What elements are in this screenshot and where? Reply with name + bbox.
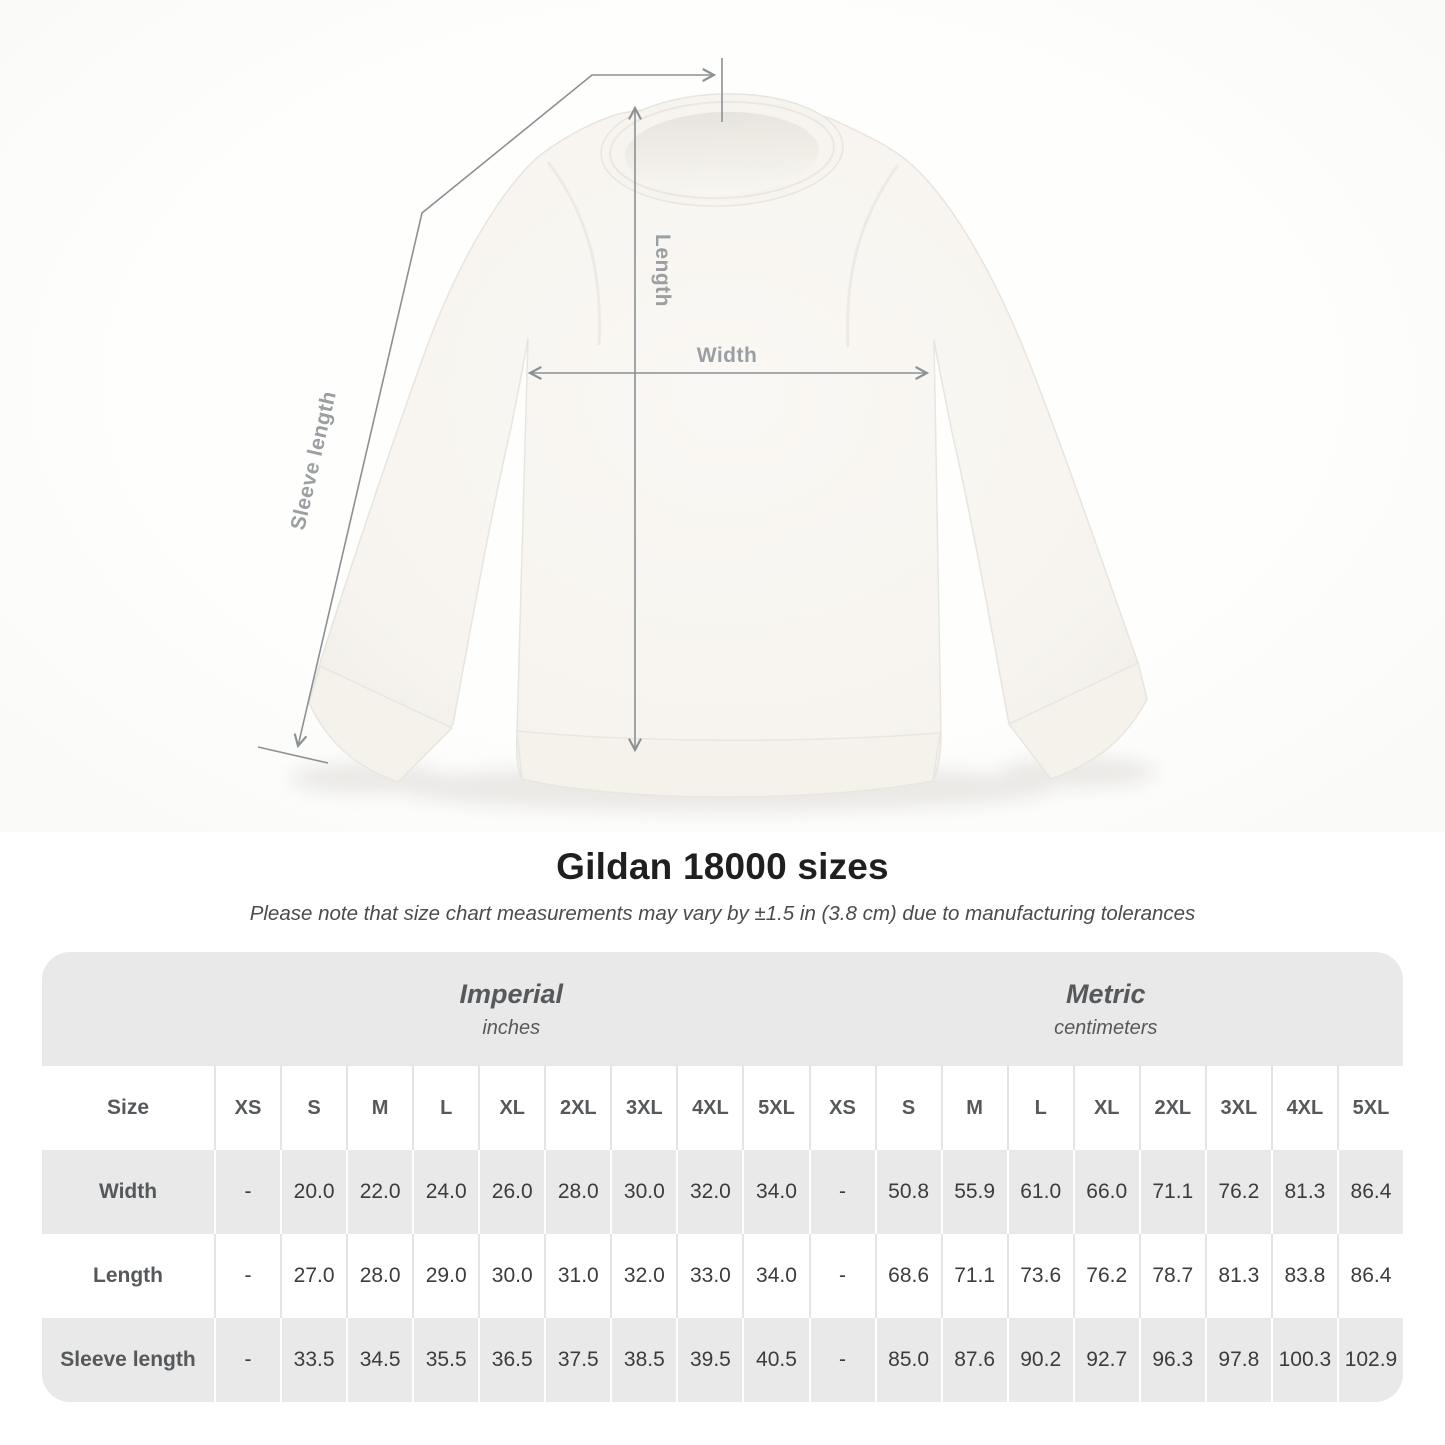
value-cell: 100.3 [1271,1318,1337,1402]
value-cell: - [809,1318,875,1402]
row-label: Width [98,1180,158,1203]
page-title: Gildan 18000 sizes [556,846,889,887]
size-column-header: 3XL [1205,1066,1271,1150]
value-cell: 102.9 [1337,1318,1403,1402]
value-cell: 26.0 [478,1150,544,1234]
value-cell: 33.0 [676,1234,742,1318]
metric-section-header [809,979,1404,1040]
value-cell: 28.0 [544,1150,610,1234]
size-table-body [42,1066,1403,1402]
value-cell: 97.8 [1205,1318,1271,1402]
imperial-title: Imperial [459,978,564,1009]
value-cell: 86.4 [1337,1150,1403,1234]
value-cell: 35.5 [412,1318,478,1402]
value-cell: 32.0 [676,1150,742,1234]
metric-title: Metric [1065,978,1146,1009]
value-cell: 32.0 [610,1234,676,1318]
size-column-header: 2XL [544,1066,610,1150]
value-cell: 20.0 [280,1150,346,1234]
title-block [0,846,1445,926]
size-column-header: M [941,1066,1007,1150]
value-cell: 34.5 [346,1318,412,1402]
hem-band [517,731,940,797]
value-cell: - [214,1234,280,1318]
size-column-header: L [1007,1066,1073,1150]
width-label: Width [696,344,758,367]
value-cell: 81.3 [1271,1150,1337,1234]
tolerance-note: Please note that size chart measurements may vary by ±1.5 in (3.8 cm) due to manufacturing tolerances [249,902,1196,925]
row-label: Sleeve length [60,1348,196,1371]
size-column-header: M [346,1066,412,1150]
cuff-reference-tick [258,747,328,763]
value-cell: 30.0 [478,1234,544,1318]
value-cell: - [809,1234,875,1318]
value-cell: 55.9 [941,1150,1007,1234]
imperial-section-header [214,979,809,1040]
size-column-header: S [875,1066,941,1150]
value-cell: 71.1 [1139,1150,1205,1234]
value-cell: 38.5 [610,1318,676,1402]
size-corner-label: Size [106,1096,150,1119]
size-column-header: 5XL [742,1066,808,1150]
value-cell: 92.7 [1073,1318,1139,1402]
row-label: Length [93,1264,163,1287]
value-cell: - [214,1318,280,1402]
value-cell: 33.5 [280,1318,346,1402]
value-cell: 30.0 [610,1150,676,1234]
size-column-header: 5XL [1337,1066,1403,1150]
value-cell: 29.0 [412,1234,478,1318]
size-column-header: S [280,1066,346,1150]
imperial-unit: inches [482,1016,541,1039]
value-cell: 39.5 [676,1318,742,1402]
size-column-header: XL [1073,1066,1139,1150]
length-label: Length [651,234,674,307]
value-cell: 90.2 [1007,1318,1073,1402]
value-cell: 73.6 [1007,1234,1073,1318]
value-cell: 68.6 [875,1234,941,1318]
value-cell: 31.0 [544,1234,610,1318]
value-cell: 36.5 [478,1318,544,1402]
value-cell: 85.0 [875,1318,941,1402]
value-cell: 76.2 [1205,1150,1271,1234]
value-cell: 81.3 [1205,1234,1271,1318]
sleeve-length-label: Sleeve length [286,388,341,533]
size-column-header: L [412,1066,478,1150]
value-cell: 28.0 [346,1234,412,1318]
value-cell: 61.0 [1007,1150,1073,1234]
value-cell: 71.1 [941,1234,1007,1318]
value-cell: 96.3 [1139,1318,1205,1402]
value-cell: 34.0 [742,1150,808,1234]
value-cell: 87.6 [941,1318,1007,1402]
value-cell: 22.0 [346,1150,412,1234]
size-column-header: XS [809,1066,875,1150]
size-column-header: 4XL [1271,1066,1337,1150]
size-table [42,952,1403,1402]
table-row [42,1150,1403,1234]
value-cell: 37.5 [544,1318,610,1402]
sweatshirt-body [309,107,1147,797]
value-cell: 83.8 [1271,1234,1337,1318]
value-cell: 76.2 [1073,1234,1139,1318]
value-cell: 50.8 [875,1150,941,1234]
size-column-header: 4XL [676,1066,742,1150]
value-cell: - [809,1150,875,1234]
table-row [42,1234,1403,1318]
size-column-header: 3XL [610,1066,676,1150]
value-cell: - [214,1150,280,1234]
size-column-header: XS [214,1066,280,1150]
table-header-band [42,952,1403,1066]
value-cell: 66.0 [1073,1150,1139,1234]
value-cell: 40.5 [742,1318,808,1402]
table-row [42,1318,1403,1402]
table-header-row [42,1066,1403,1150]
size-column-header: XL [478,1066,544,1150]
value-cell: 27.0 [280,1234,346,1318]
value-cell: 24.0 [412,1150,478,1234]
value-cell: 86.4 [1337,1234,1403,1318]
value-cell: 34.0 [742,1234,808,1318]
value-cell: 78.7 [1139,1234,1205,1318]
size-column-header: 2XL [1139,1066,1205,1150]
metric-unit: centimeters [1054,1016,1158,1039]
